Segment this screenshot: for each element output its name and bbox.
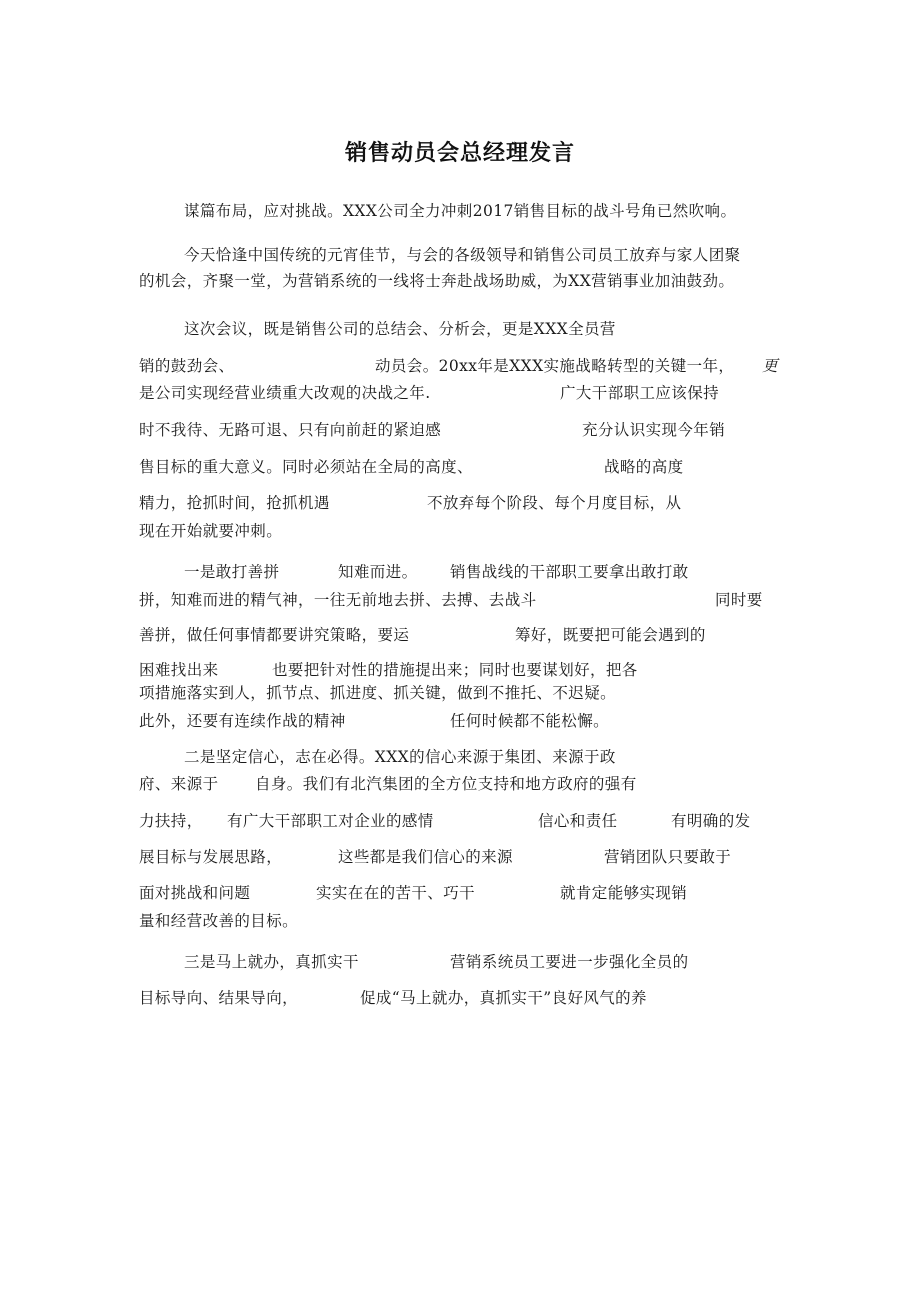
text-line: 三是马上就办，真抓实干 bbox=[184, 953, 359, 971]
text-line: 营销系统员工要进一步强化全员的 bbox=[450, 953, 689, 971]
text-line: 战略的高度 bbox=[604, 458, 684, 476]
text-line: 这次会议，既是销售公司的总结会、分析会，更是XXX全员营 bbox=[184, 320, 616, 338]
text-line: 此外，还要有连续作战的精神 bbox=[139, 712, 346, 730]
text-line: 善拼，做任何事情都要讲究策略，要运 bbox=[139, 626, 410, 644]
text-line: 销售战线的干部职工要拿出敢打敢 bbox=[450, 563, 689, 581]
text-line: 是公司实现经营业绩重大改观的决战之年. bbox=[139, 384, 431, 402]
text-line: 面对挑战和问题 bbox=[139, 884, 251, 902]
text-line: 困难找出来 bbox=[139, 661, 219, 679]
text-line: 这些都是我们信心的来源 bbox=[338, 848, 513, 866]
text-line: 力扶持， bbox=[139, 812, 203, 830]
text-line: 有明确的发 bbox=[671, 812, 751, 830]
text-line: 广大干部职工应该保持 bbox=[560, 384, 720, 402]
text-line: 项措施落实到人，抓节点、抓进度、抓关键，做到不推托、不迟疑。 bbox=[139, 684, 617, 702]
text-line: 充分认识实现今年销 bbox=[582, 421, 726, 439]
text-line: 有广大干部职工对企业的感情 bbox=[227, 812, 434, 830]
text-line: 自身。我们有北汽集团的全方位支持和地方政府的强有 bbox=[255, 775, 637, 793]
text-line: 量和经营改善的目标。 bbox=[139, 912, 299, 930]
text-line: 也要把针对性的措施提出来；同时也要谋划好，把各 bbox=[272, 661, 638, 679]
text-line: 售目标的重大意义。同时必须站在全局的高度、 bbox=[139, 458, 473, 476]
text-line: 目标导向、结果导向， bbox=[139, 989, 299, 1007]
text-line: 知难而进。 bbox=[338, 563, 418, 581]
document-title: 销售动员会总经理发言 bbox=[344, 141, 575, 166]
text-line: 二是坚定信心，志在必得。XXX的信心来源于集团、来源于政 bbox=[184, 748, 616, 766]
text-line: 一是敢打善拼 bbox=[184, 563, 280, 581]
text-line: 同时要 bbox=[715, 591, 763, 609]
text-line: 促成“马上就办，真抓实干”良好风气的养 bbox=[360, 989, 647, 1007]
text-line: 不放弃每个阶段、每个月度目标，从 bbox=[427, 494, 682, 512]
text-line: 时不我待、无路可退、只有向前赶的紧迫感 bbox=[139, 421, 442, 439]
text-line: 精力，抢抓时间，抢抓机遇 bbox=[139, 494, 330, 512]
text-line: 信心和责任 bbox=[538, 812, 618, 830]
text-line: 筹好，既要把可能会遇到的 bbox=[515, 626, 706, 644]
text-line: 实实在在的苦干、巧干 bbox=[316, 884, 476, 902]
text-line: 今天恰逢中国传统的元宵佳节，与会的各级领导和销售公司员工放弃与家人团聚 bbox=[184, 246, 741, 264]
text-line: 动员会。20xx年是XXX实施战略转型的关键一年， bbox=[375, 357, 735, 375]
text-line: 销的鼓劲会、 bbox=[139, 357, 235, 375]
text-line: 任何时候都不能松懈。 bbox=[450, 712, 610, 730]
text-line: 就肯定能够实现销 bbox=[560, 884, 688, 902]
text-line: 现在开始就要冲刺。 bbox=[139, 522, 283, 540]
text-line: 拼，知难而进的精气神，一往无前地去拼、去搏、去战斗 bbox=[139, 591, 537, 609]
text-line: 展目标与发展思路， bbox=[139, 848, 283, 866]
text-line: 府、来源于 bbox=[139, 775, 219, 793]
text-line: 营销团队只要敢于 bbox=[604, 848, 732, 866]
text-line: 更 bbox=[762, 357, 778, 375]
text-line: 谋篇布局，应对挑战。XXX公司全力冲刺2017销售目标的战斗号角已然吹响。 bbox=[184, 202, 737, 220]
text-line: 的机会，齐聚一堂，为营销系统的一线将士奔赴战场助威，为XX营销事业加油鼓劲。 bbox=[139, 272, 735, 290]
